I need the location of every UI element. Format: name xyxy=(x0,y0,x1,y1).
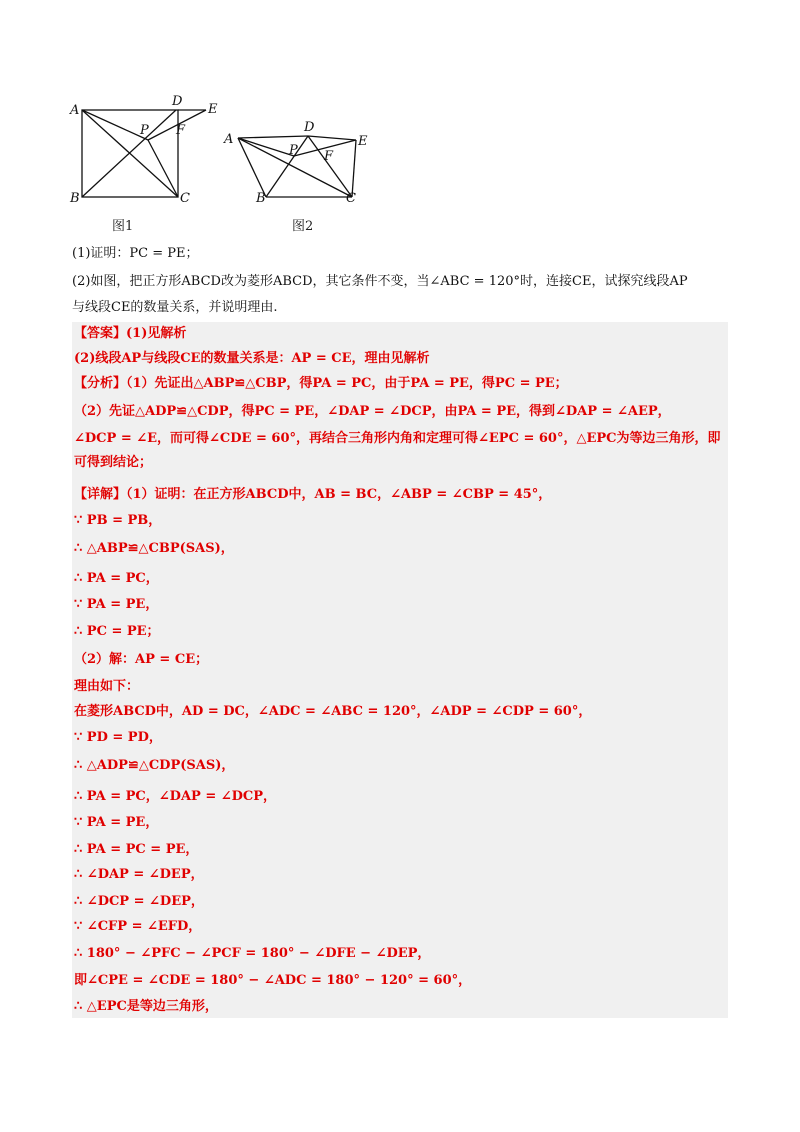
detail-line: ∵ PD = PD， xyxy=(74,730,162,745)
detail-line: 即∠CPE = ∠CDE = 180° − ∠ADC = 180° − 120° = 60°， xyxy=(74,973,472,988)
fig1-caption: 图1 xyxy=(112,219,134,234)
fig1-label-b: B xyxy=(70,191,80,206)
answer-line: (2)线段AP与线段CE的数量关系是：AP = CE，理由见解析 xyxy=(74,351,430,366)
fig1-label-e: E xyxy=(208,102,218,117)
fig1-label-f: F xyxy=(176,123,186,138)
fig1-label-d: D xyxy=(172,94,183,109)
fig2-label-c: C xyxy=(346,191,356,206)
detail-line: （2）解：AP = CE； xyxy=(74,652,209,667)
detail-line: 在菱形ABCD中，AD = DC，∠ADC = ∠ABC = 120°，∠ADP = ∠CDP = 60°， xyxy=(74,704,592,719)
detail-line: ∴ △EPC是等边三角形， xyxy=(74,999,218,1014)
fig2-caption: 图2 xyxy=(292,219,314,234)
fig2-label-a: A xyxy=(224,132,234,147)
fig1-label-a: A xyxy=(70,103,80,118)
detail-line: ∴ ∠DCP = ∠DEP， xyxy=(74,894,204,909)
geometry-figures xyxy=(60,88,380,238)
detail-line: ∵ PB = PB， xyxy=(74,513,162,528)
detail-line: ∴ PA = PC， xyxy=(74,571,159,586)
answer-line: 【答案】(1)见解析 xyxy=(74,326,187,341)
fig2-label-d: D xyxy=(304,120,315,135)
detail-line: 理由如下： xyxy=(74,679,140,694)
analysis-line: 可得到结论； xyxy=(74,455,153,470)
detail-line: ∵ ∠CFP = ∠EFD， xyxy=(74,919,202,934)
detail-line: ∵ PA = PE， xyxy=(74,815,159,830)
fig2-label-f: F xyxy=(324,149,334,164)
question-1: (1)证明：PC = PE； xyxy=(72,246,199,261)
fig1-label-c: C xyxy=(180,191,190,206)
detail-line: ∴ 180° − ∠PFC − ∠PCF = 180° − ∠DFE − ∠DEP， xyxy=(74,946,431,961)
analysis-line: （2）先证△ADP≌△CDP，得PC = PE，∠DAP = ∠DCP，由PA = PE，得到∠DAP = ∠AEP， xyxy=(74,404,671,419)
detail-line: ∴ △ABP≌△CBP(SAS)， xyxy=(74,541,234,556)
fig1-label-p: P xyxy=(140,123,149,138)
detail-line: ∴ PC = PE； xyxy=(74,624,160,639)
detail-line: ∵ PA = PE， xyxy=(74,597,159,612)
detail-line: ∴ ∠DAP = ∠DEP， xyxy=(74,867,204,882)
fig2-label-p: P xyxy=(289,143,298,158)
question-2-line-2: 与线段CE的数量关系，并说明理由. xyxy=(72,300,278,315)
fig2-label-b: B xyxy=(256,191,266,206)
question-2-line-1: (2)如图，把正方形ABCD改为菱形ABCD，其它条件不变，当∠ABC = 120°时，连接CE，试探究线段AP xyxy=(72,274,688,289)
detail-line: ∴ PA = PC = PE， xyxy=(74,842,199,857)
detail-line: 【详解】（1）证明：在正方形ABCD中，AB = BC，∠ABP = ∠CBP = 45°， xyxy=(74,487,552,502)
answer-block xyxy=(72,322,728,1018)
detail-line: ∴ △ADP≌△CDP(SAS)， xyxy=(74,758,235,773)
detail-line: ∴ PA = PC，∠DAP = ∠DCP， xyxy=(74,789,277,804)
fig2-label-e: E xyxy=(358,134,368,149)
analysis-line: ∠DCP = ∠E，而可得∠CDE = 60°，再结合三角形内角和定理可得∠EPC = 60°，△EPC为等边三角形，即 xyxy=(74,431,721,446)
analysis-line: 【分析】（1）先证出△ABP≌△CBP，得PA = PC，由于PA = PE，得PC = PE； xyxy=(74,376,568,391)
